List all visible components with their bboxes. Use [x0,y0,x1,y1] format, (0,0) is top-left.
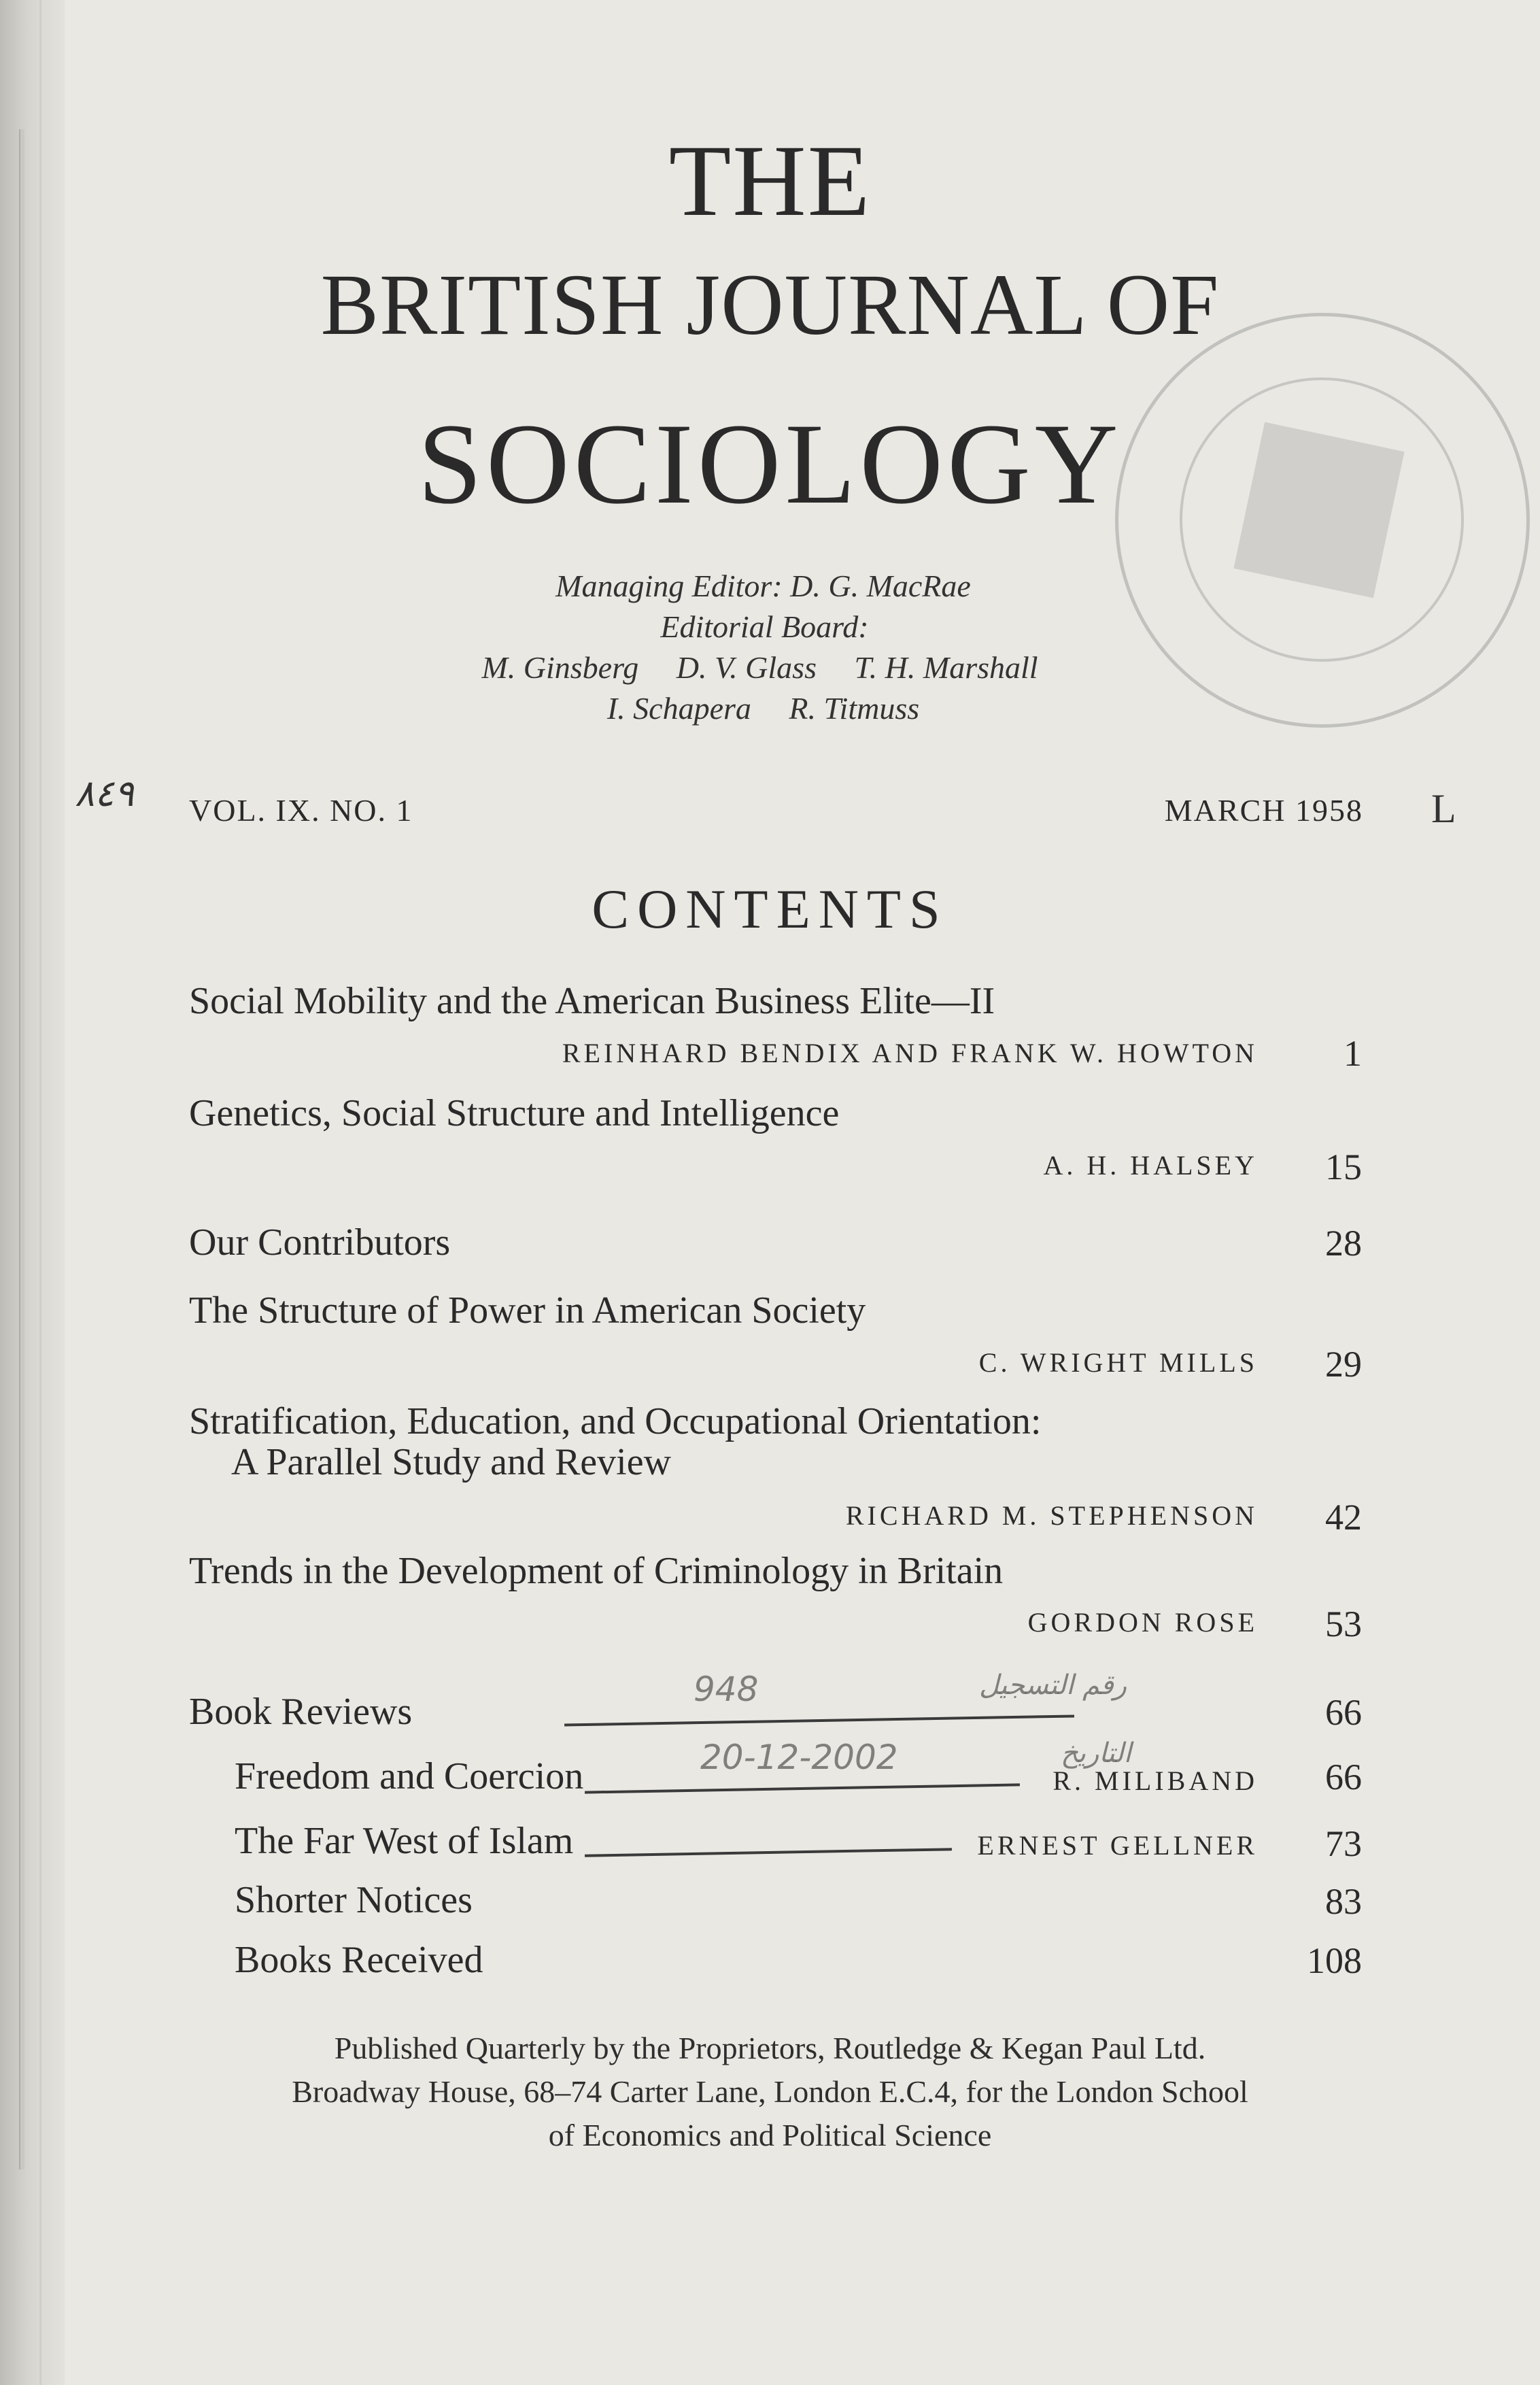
footer-line: Broadway House, 68–74 Carter Lane, London E.C.4, for the London School [292,2074,1248,2109]
toc-entry-page: 66 [1325,1692,1362,1733]
board-member: D. V. Glass [676,650,817,685]
journal-title-the: THE [668,124,872,237]
toc-entry-subtitle: A Parallel Study and Review [231,1441,672,1483]
volume-number: VOL. IX. NO. 1 [189,793,413,828]
footer-line: Published Quarterly by the Proprietors, Routledge & Kegan Paul Ltd. [334,2031,1206,2065]
toc-entry-page: 108 [1307,1940,1362,1981]
toc-entry-page: 28 [1325,1223,1362,1264]
toc-entry-page: 42 [1325,1497,1362,1538]
stamp-reg-label: رقم التسجيل [979,1670,1127,1701]
toc-entry-title: The Far West of Islam [235,1820,574,1862]
toc-entry-title: Book Reviews [189,1691,413,1733]
toc-entry-page: 73 [1325,1823,1362,1864]
toc-entry-title: The Structure of Power in American Society [189,1289,866,1332]
journal-title-line2: SOCIOLOGY [417,400,1123,528]
toc-entry-title: Social Mobility and the American Business Elite—II [189,980,995,1022]
toc-entry-author: REINHARD BENDIX AND FRANK W. HOWTON [562,1038,1258,1068]
toc-entry-title: Genetics, Social Structure and Intelligence [189,1092,840,1134]
editorial-board-row1 [0,649,1530,686]
toc-entry-page: 83 [1325,1881,1362,1922]
toc-entry-author: ERNEST GELLNER [977,1830,1258,1861]
handwritten-margin-note-left: ٨٤٩ [75,773,135,814]
toc-entry-title: Our Contributors [189,1221,451,1264]
stamp-date-label: التاريخ [1061,1738,1131,1769]
toc-entry-author: RICHARD M. STEPHENSON [845,1500,1258,1531]
toc-entry-author: GORDON ROSE [1027,1607,1258,1638]
underline-stroke [585,1783,1020,1793]
toc-entry-author: R. MILIBAND [1053,1765,1258,1796]
issue-date: MARCH 1958 [1164,793,1363,828]
underline-stroke [564,1714,1074,1726]
underline-stroke [585,1848,952,1857]
footer-line: of Economics and Political Science [548,2118,992,2152]
toc-entry-page: 29 [1325,1344,1362,1385]
handwritten-date: 20-12-2002 [700,1738,898,1777]
board-member: I. Schapera [606,691,751,726]
toc-entry-title: Stratification, Education, and Occupational Orientation: [189,1400,1042,1442]
toc-entry-title: Books Received [235,1939,483,1981]
toc-entry-title: Shorter Notices [235,1879,473,1921]
toc-entry-page: 1 [1344,1033,1362,1074]
board-member: R. Titmuss [789,691,920,726]
toc-entry-page: 53 [1325,1604,1362,1644]
board-member: T. H. Marshall [854,650,1038,685]
toc-entry-title: Trends in the Development of Criminology in Britain [189,1550,1004,1592]
toc-entry-author: A. H. HALSEY [1043,1150,1258,1181]
editorial-board-row2 [0,690,1533,726]
handwritten-reg-number: 948 [694,1670,759,1709]
toc-entry-page: 66 [1325,1757,1362,1797]
journal-title-line1: BRITISH JOURNAL OF [320,256,1220,353]
board-member: M. Ginsberg [481,650,639,685]
toc-entry-title: Freedom and Coercion [235,1755,584,1797]
handwritten-margin-note-right: L [1431,786,1456,831]
toc-entry-page: 15 [1325,1147,1362,1187]
managing-editor: Managing Editor: D. G. MacRae [555,569,971,603]
publisher-footer [0,2027,1540,2157]
toc-entry-author: C. WRIGHT MILLS [978,1347,1258,1378]
contents-heading: CONTENTS [592,878,948,940]
editorial-board-label: Editorial Board: [660,609,869,644]
